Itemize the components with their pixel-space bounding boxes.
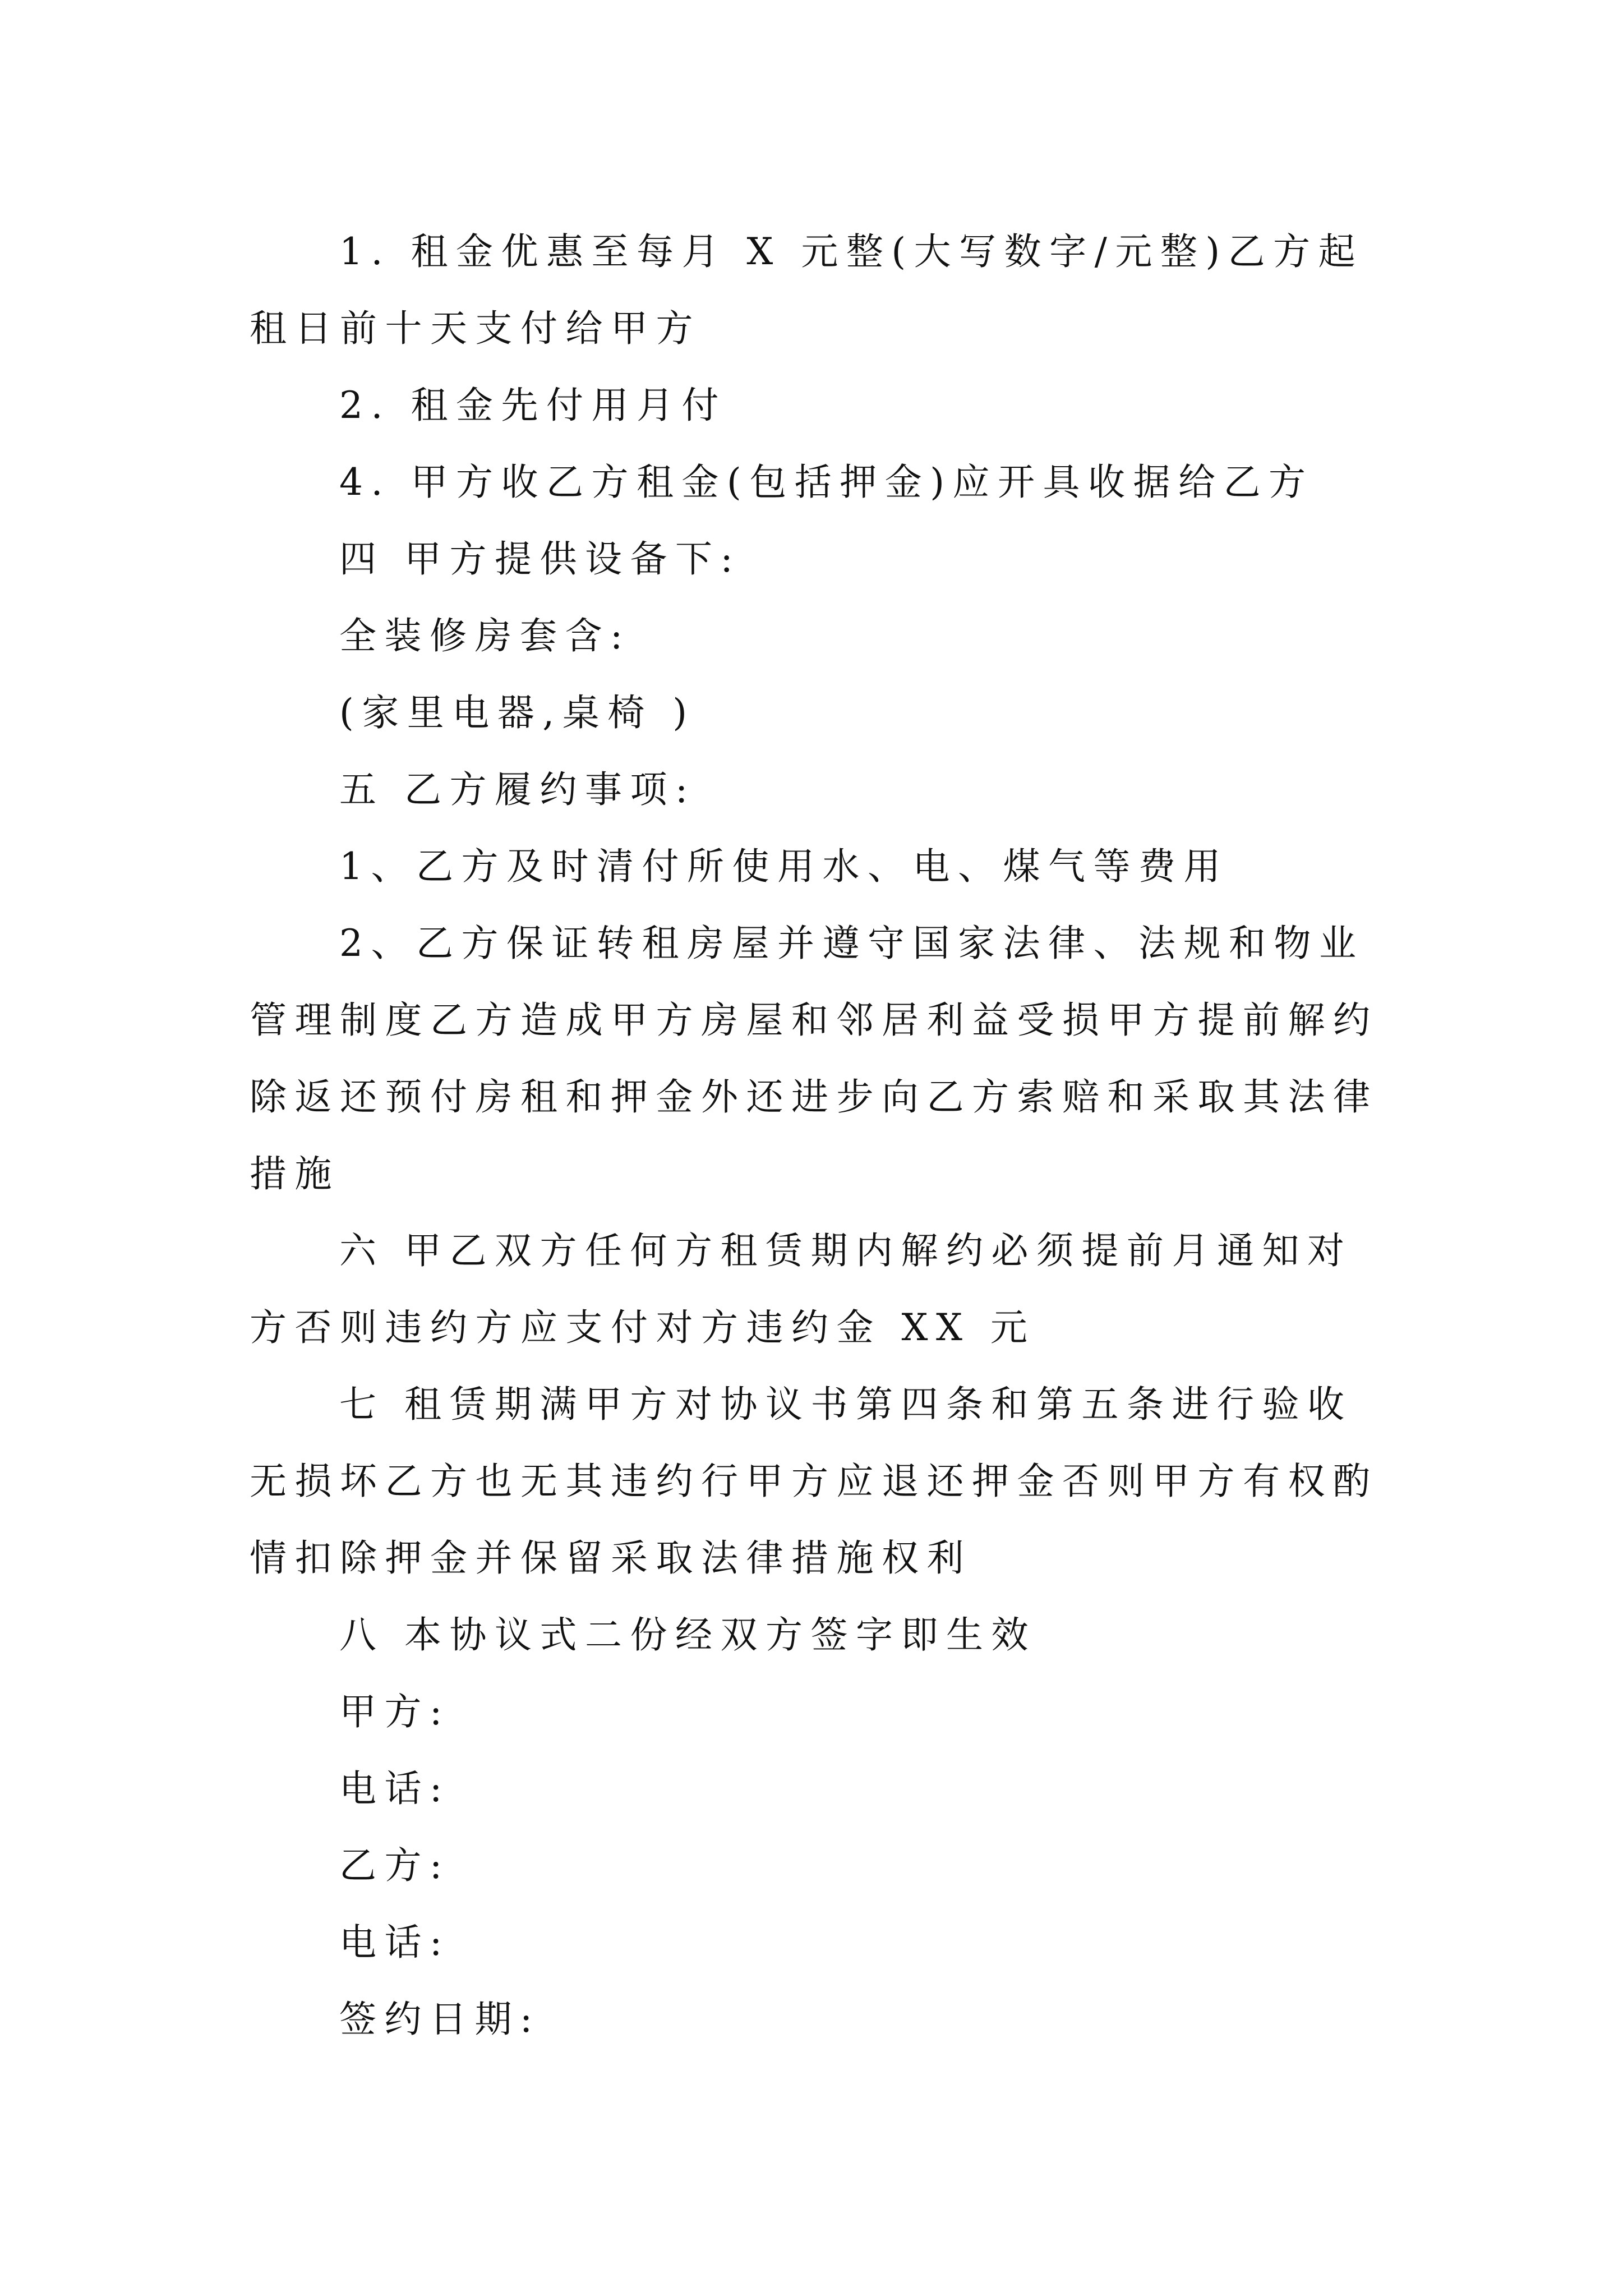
signature-party-b: 乙方: — [339, 1844, 450, 1887]
clause-rent-prepay: 2. 租金先付用月付 — [339, 384, 727, 427]
document-body — [250, 213, 1382, 2058]
signature-phone-a: 电话: — [339, 1767, 450, 1810]
obligation-utilities: 1、乙方及时清付所使用水、电、煤气等费用 — [339, 845, 1229, 888]
clause-deposit-return: 七 租赁期满甲方对协议书第四条和第五条进行验收无损坏乙方也无其违约行甲方应退还押金否则甲方有权酌情扣除押金并保留采取法律措施权利 — [250, 1383, 1378, 1580]
section-obligations-heading: 五 乙方履约事项: — [339, 768, 696, 811]
signature-party-a: 甲方: — [339, 1690, 450, 1733]
signature-date: 签约日期: — [339, 1998, 541, 2041]
equipment-list: (家里电器,桌椅 ) — [339, 691, 695, 734]
equipment-intro: 全装修房套含: — [339, 614, 631, 657]
clause-rent-discount: 1. 租金优惠至每月 X 元整(大写数字/元整)乙方起租日前十天支付给甲方 — [250, 230, 1364, 350]
section-equipment-heading: 四 甲方提供设备下: — [339, 537, 741, 581]
obligation-compliance: 2、乙方保证转租房屋并遵守国家法律、法规和物业管理制度乙方造成甲方房屋和邻居利益受损甲方提前解约除返还预付房租和押金外还进步向乙方索赔和采取其法律措施 — [250, 922, 1378, 1195]
clause-effective: 八 本协议式二份经双方签字即生效 — [339, 1613, 1036, 1657]
signature-phone-b: 电话: — [339, 1921, 450, 1964]
clause-termination: 六 甲乙双方任何方租赁期内解约必须提前月通知对方否则违约方应支付对方违约金 XX 元 — [250, 1229, 1353, 1349]
clause-receipt: 4. 甲方收乙方租金(包括押金)应开具收据给乙方 — [339, 461, 1314, 504]
